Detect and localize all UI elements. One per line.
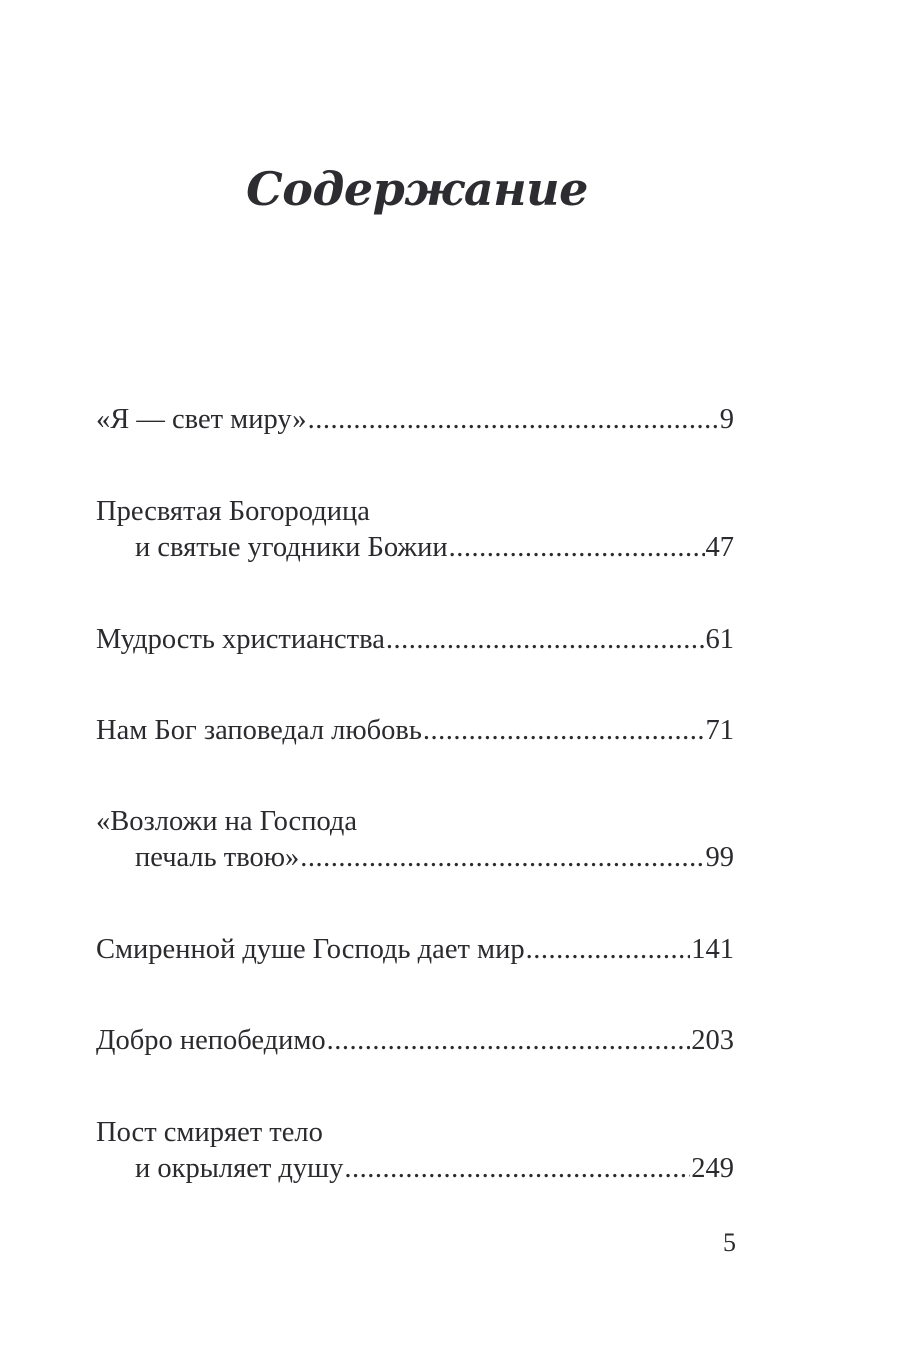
toc-entry-title-line-1: Пост смиряет тело <box>96 1117 323 1148</box>
toc-entry-line <box>96 932 734 968</box>
toc-page-number: 47 <box>705 532 734 563</box>
dot-leader <box>344 1151 690 1187</box>
toc-page-number: 71 <box>705 715 734 746</box>
toc-entry-title-line-2: печаль твою» <box>135 842 300 873</box>
toc-entry-title-line-1: «Возложи на Господа <box>96 806 358 837</box>
toc-entry-title: «Я — свет миру» <box>96 404 307 435</box>
toc-page-number: 141 <box>691 934 734 965</box>
toc-entry-1 <box>96 402 734 438</box>
toc-page-number: 61 <box>705 624 734 655</box>
toc-entry-line <box>96 1151 734 1187</box>
toc-entry-title: Добро непобедимо <box>96 1025 326 1056</box>
toc-entry-line <box>96 402 734 438</box>
page-title: Содержание <box>246 162 588 216</box>
toc-entry-4 <box>96 713 734 749</box>
toc-entry-line <box>96 622 734 658</box>
toc-entry-line <box>96 713 734 749</box>
dot-leader <box>449 530 705 566</box>
toc-page-number: 203 <box>691 1025 734 1056</box>
toc-page-number: 249 <box>691 1153 734 1184</box>
toc-entry-title: Мудрость христианства <box>96 624 385 655</box>
toc-entry-5 <box>96 804 734 876</box>
toc-entry-8 <box>96 1115 734 1187</box>
toc-entry-7 <box>96 1023 734 1059</box>
toc-entry-title-line-1: Пресвятая Богородица <box>96 496 370 527</box>
dot-leader <box>386 622 705 658</box>
toc-entry-title-line-2: и святые угодники Божии <box>135 532 448 563</box>
toc-entry-line <box>96 1023 734 1059</box>
page-number-folio: 5 <box>723 1228 736 1257</box>
toc-entry-3 <box>96 622 734 658</box>
toc-entry-line <box>96 530 734 566</box>
toc-entry-title: Нам Бог заповедал любовь <box>96 715 422 746</box>
toc-page-number: 9 <box>719 404 734 435</box>
toc-entry-title-line-2: и окрыляет душу <box>135 1153 344 1184</box>
dot-leader <box>423 713 705 749</box>
toc-entry-2 <box>96 494 734 566</box>
toc-entry-line <box>96 840 734 876</box>
dot-leader <box>308 402 719 438</box>
dot-leader <box>300 840 704 876</box>
toc-page-number: 99 <box>705 842 734 873</box>
toc-entry-6 <box>96 932 734 968</box>
dot-leader <box>526 932 691 968</box>
toc-entry-title: Смиренной душе Господь дает мир <box>96 934 525 965</box>
dot-leader <box>327 1023 691 1059</box>
